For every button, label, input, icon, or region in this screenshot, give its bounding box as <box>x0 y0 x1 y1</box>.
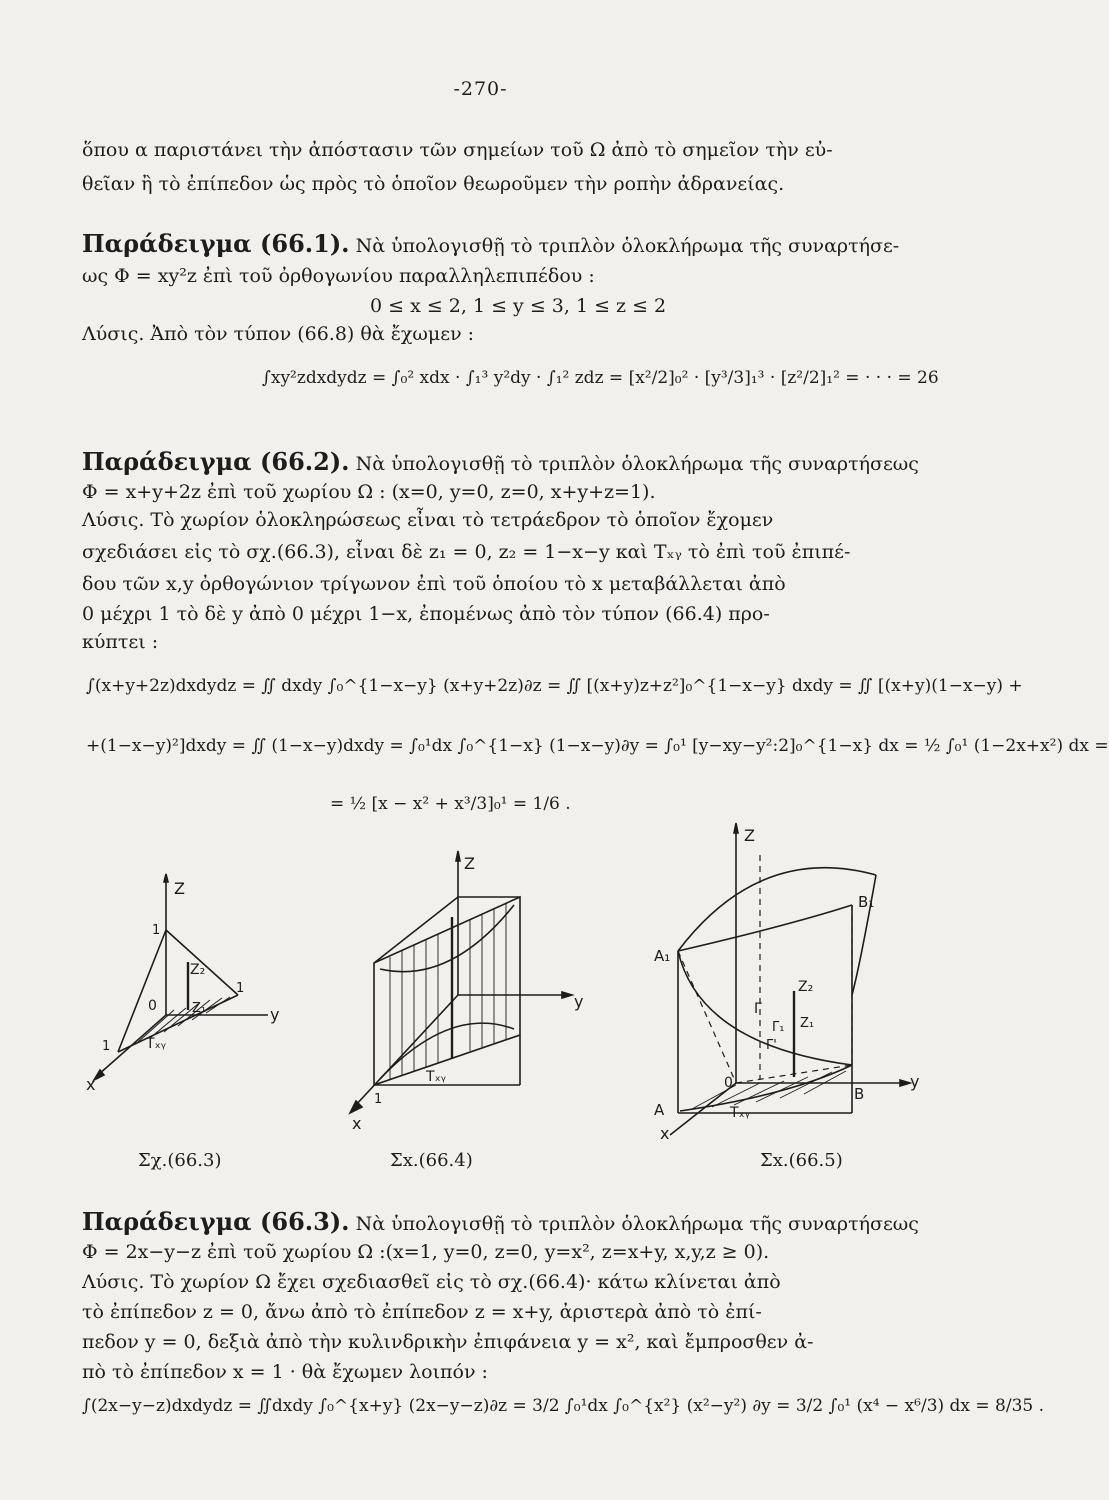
fig3-label-a: A <box>654 1101 665 1119</box>
z-axis-arrow <box>164 874 168 882</box>
example-1-title: Παράδειγμα (66.1). <box>82 229 350 258</box>
fig3-label-z: Z <box>744 826 755 845</box>
tetra-edge-zx <box>118 930 166 1052</box>
fig3-label-z1: Z₁ <box>800 1016 815 1031</box>
example-2-title: Παράδειγμα (66.2). <box>82 447 350 476</box>
fig1-label-origin: 0 <box>148 998 157 1014</box>
fig1-label-one-z: 1 <box>152 923 161 938</box>
intro-line-1: ὅπου α παριστάνει τὴν ἀπόστασιν τῶν σημείων τοῦ Ω ἀπὸ τὸ σημεῖον τὴν εὐ- <box>82 139 833 161</box>
fig3-label-x: x <box>660 1124 670 1143</box>
example-2-formula-1: ∫(x+y+2z)dxdydz = ∬ dxdy ∫₀^{1−x−y} (x+y+2z)∂z = ∬ [(x+y)z+z²]₀^{1−x−y} dxdy = ∬ [(x+y)(1−x−y) + <box>86 676 1023 696</box>
figure-66-5-caption: Σx.(66.5) <box>760 1150 843 1171</box>
example-2-heading <box>82 447 919 476</box>
fig3-label-origin: 0 <box>724 1075 733 1091</box>
fig2-label-y: y <box>574 992 584 1011</box>
y-axis-arrow <box>562 992 572 998</box>
example-3-heading <box>82 1207 919 1236</box>
fig1-label-txy: Tₓᵧ <box>146 1036 166 1052</box>
surface-lower-curve <box>678 951 852 1065</box>
txy-hatching <box>692 1071 846 1109</box>
fig1-label-x: x <box>86 1075 96 1094</box>
figure-66-4 <box>330 845 590 1135</box>
cylinder-top-curve <box>678 868 876 951</box>
page-number: -270- <box>453 78 508 100</box>
figure-66-5 <box>640 815 940 1145</box>
example-3-text-6: πὸ τὸ ἐπίπεδον x = 1 · θὰ ἔχωμεν λοιπόν : <box>82 1361 488 1383</box>
example-1-formula: ∫xy²zdxdydz = ∫₀² xdx · ∫₁³ y²dy · ∫₁² zdz = [x²/2]₀² · [y³/3]₁³ · [z²/2]₁² = · · · = 26 <box>262 368 939 388</box>
fig2-label-z: Z <box>464 854 475 873</box>
fig3-label-g2: Γ' <box>766 1038 777 1053</box>
fig3-label-a1: A₁ <box>654 947 671 965</box>
x-axis-arrow <box>350 1101 362 1113</box>
base-curve <box>680 1065 852 1111</box>
example-1-solution: Λύσις. Ἀπὸ τὸν τύπον (66.8) θὰ ἔχωμεν : <box>82 323 475 345</box>
y-axis-arrow <box>900 1080 910 1086</box>
prism-front-face <box>374 897 520 1085</box>
fig3-label-txy: Tₓᵧ <box>730 1105 750 1121</box>
example-2-text-4: σχεδιάσει εἰς τὸ σχ.(66.3), εἶναι δὲ z₁ = 0, z₂ = 1−x−y καὶ Tₓᵧ τὸ ἐπὶ τοῦ ἐπιπέ- <box>82 541 851 563</box>
fig3-label-y: y <box>910 1072 920 1091</box>
example-1-bounds: 0 ≤ x ≤ 2, 1 ≤ y ≤ 3, 1 ≤ z ≤ 2 <box>370 295 667 317</box>
example-2-formula-2: +(1−x−y)²]dxdy = ∬ (1−x−y)dxdy = ∫₀¹dx ∫₀^{1−x} (1−x−y)∂y = ∫₀¹ [y−xy−y²:2]₀^{1−x} dx = ½ ∫₀¹ (1−2x+x²) dx = <box>86 736 1109 756</box>
fig3-label-z2: Z₂ <box>798 979 814 995</box>
fig1-label-y: y <box>270 1005 280 1024</box>
fig1-label-one-x: 1 <box>102 1039 111 1054</box>
z-axis-arrow <box>734 823 738 833</box>
fig2-label-x: x <box>352 1114 362 1133</box>
example-3-text-5: πεδον y = 0, δεξιὰ ἀπὸ τὴν κυλινδρικὴν ἐπιφάνεια y = x², καὶ ἔμπροσθεν ἀ- <box>82 1331 814 1353</box>
fig1-label-z2: Z₂ <box>190 962 206 978</box>
example-2-text-5: δου τῶν x,y ὀρθογώνιον τρίγωνον ἐπὶ τοῦ ὁποίου τὸ x μεταβάλλεται ἀπὸ <box>82 573 786 595</box>
example-2-text-2: Φ = x+y+2z ἐπὶ τοῦ χωρίου Ω : (x=0, y=0, z=0, x+y+z=1). <box>82 481 656 503</box>
fig2-label-one: 1 <box>374 1092 383 1107</box>
z-axis-arrow <box>456 851 460 861</box>
example-3-text-1: Νὰ ὑπολογισθῇ τὸ τριπλὸν ὁλοκλήρωμα τῆς συναρτήσεως <box>355 1213 919 1235</box>
fig1-label-z: Z <box>174 879 185 898</box>
fig3-label-g1: Γ₁ <box>772 1020 785 1035</box>
example-3-text-2: Φ = 2x−y−z ἐπὶ τοῦ χωρίου Ω :(x=1, y=0, z=0, y=x², z=x+y, x,y,z ≥ 0). <box>82 1241 770 1263</box>
example-2-text-6: 0 μέχρι 1 τὸ δὲ y ἀπὸ 0 μέχρι 1−x, ἐπομένως ἀπὸ τὸν τύπον (66.4) προ- <box>82 603 770 625</box>
example-3-text-3: Λύσις. Τὸ χωρίον Ω ἔχει σχεδιασθεῖ εἰς τὸ σχ.(66.4)· κάτω κλίνεται ἀπὸ <box>82 1271 781 1293</box>
fig2-label-txy: Tₓᵧ <box>426 1069 446 1085</box>
figure-66-3 <box>78 870 298 1100</box>
example-3-formula: ∫(2x−y−z)dxdydz = ∬dxdy ∫₀^{x+y} (2x−y−z)∂z = 3/2 ∫₀¹dx ∫₀^{x²} (x²−y²) ∂y = 3/2 ∫₀¹ (x⁴ − x⁶/3) dx = 8/35 . <box>82 1396 1045 1416</box>
fig3-label-b: B <box>854 1085 865 1103</box>
example-1-text-1: Νὰ ὑπολογισθῇ τὸ τριπλὸν ὁλοκλήρωμα τῆς συναρτήσε- <box>355 235 900 257</box>
x-axis <box>354 995 458 1107</box>
figure-66-4-caption: Σx.(66.4) <box>390 1150 473 1171</box>
figure-66-3-caption: Σχ.(66.3) <box>138 1150 222 1171</box>
fig1-label-z1: Z₁ <box>192 1001 207 1016</box>
example-2-text-3: Λύσις. Τὸ χωρίον ὁλοκληρώσεως εἶναι τὸ τετράεδρον τὸ ὁποῖον ἔχομεν <box>82 509 774 531</box>
fig1-label-one-y: 1 <box>236 981 245 996</box>
example-2-text-1: Νὰ ὑπολογισθῇ τὸ τριπλὸν ὁλοκλήρωμα τῆς συναρτήσεως <box>355 453 919 475</box>
intro-line-2: θεῖαν ἢ τὸ ἐπίπεδον ὡς πρὸς τὸ ὁποῖον θεωροῦμεν τὴν ροπὴν ἀδρανείας. <box>82 173 785 195</box>
example-3-text-4: τὸ ἐπίπεδον z = 0, ἄνω ἀπὸ τὸ ἐπίπεδον z = x+y, ἀριστερὰ ἀπὸ τὸ ἐπί- <box>82 1301 762 1323</box>
example-2-formula-3: = ½ [x − x² + x³/3]₀¹ = 1/6 . <box>330 794 571 814</box>
fig3-label-g: Γ <box>754 1001 762 1017</box>
hidden-edges <box>678 855 852 1083</box>
example-3-title: Παράδειγμα (66.3). <box>82 1207 350 1236</box>
fig3-label-b1: B₁ <box>858 893 875 911</box>
example-2-text-7: κύπτει : <box>82 631 159 653</box>
example-1-heading <box>82 229 901 258</box>
example-1-text-2: ως Φ = xy²z ἐπὶ τοῦ ὀρθογωνίου παραλληλεπιπέδου : <box>82 265 595 287</box>
surface-upper-curve <box>678 905 852 951</box>
